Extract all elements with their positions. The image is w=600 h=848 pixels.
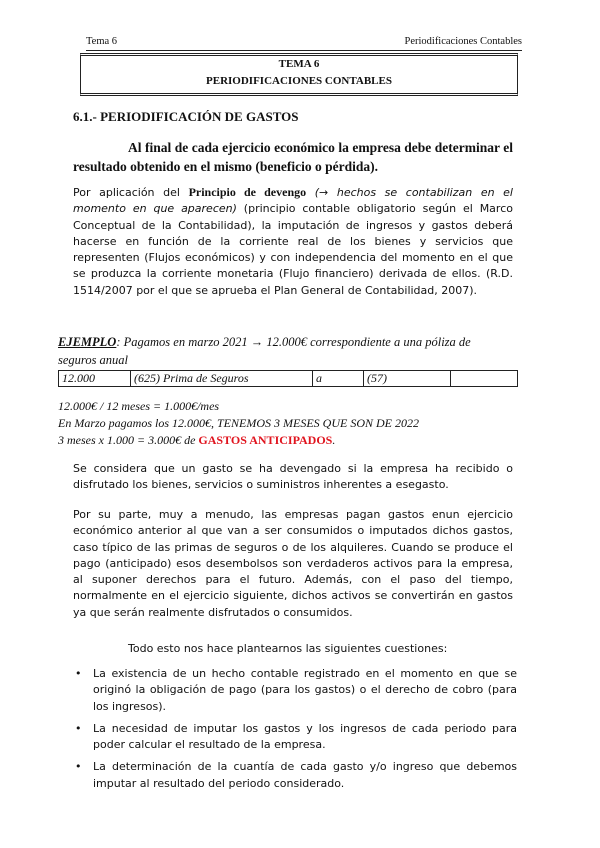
bullet-icon: • <box>75 667 82 680</box>
para1-bold: Principio de devengo <box>188 185 307 199</box>
journal-debit-amount: 12.000 <box>59 371 131 387</box>
para1-italic: (→ hechos se contabilizan en el momento en que aparecen) <box>73 186 513 216</box>
bullet-icon: • <box>75 760 82 774</box>
paragraph-pagos-anticipados: Por su parte, muy a menudo, las empresas pagan gastos enun ejercicio económico anterior al que van a ser consumidos o imputados dichos gastos, caso típico de las primas de seguros o de los alquileres. Cuando se produce el pago (anticipado) esos desembolsos son verdaderos activos para la empresa, al suponer derechos para el futuro. Además, con el paso del tiempo, normalmente en el ejercicio siguiente, dichos activos se convertirán en gastos ya que serán realmente disfrutados o consumidos. <box>73 508 513 619</box>
gastos-anticipados-highlight: GASTOS ANTICIPADOS <box>198 433 333 447</box>
title-box <box>80 53 518 96</box>
calc-line-3-post: . <box>332 433 336 447</box>
para1-pre: Por aplicación del <box>73 186 189 199</box>
journal-connector: a <box>313 371 364 387</box>
list-item <box>73 759 517 792</box>
paragraph-devengo <box>73 184 513 299</box>
section-heading: 6.1.- PERIODIFICACIÓN DE GASTOS <box>73 109 299 124</box>
header-left: Tema 6 <box>86 36 118 47</box>
list-item-text: La determinación de la cuantía de cada gasto y/o ingreso que debemos imputar al resultado del periodo considerado. <box>93 760 517 790</box>
para1-rest: (principio contable obligatorio según el Marco Conceptual de la Contabilidad), la imputación de ingresos y gastos deberá hacerse en función de la corriente real de los bienes y servicios que representen (Flujos económicos) y con independencia del momento en el que se produzca la corriente monetaria (Flujo financiero) derivada de ellos. (R.D. 1514/2007 por el que se aprueba el Plan General de Contabilidad, 2007). <box>73 202 513 297</box>
page-header <box>86 36 522 51</box>
list-item <box>73 666 517 715</box>
calc-line-3 <box>58 432 518 449</box>
journal-debit-account: (625) Prima de Seguros <box>131 371 313 387</box>
calc-line-3-pre: 3 meses x 1.000 = 3.000€ de <box>58 433 199 447</box>
journal-entry-table <box>58 370 518 387</box>
calc-line-2: En Marzo pagamos los 12.000€, TENEMOS 3 MESES QUE SON DE 2022 <box>58 416 419 430</box>
title-line-1: TEMA 6 <box>278 58 320 70</box>
example-text: : Pagamos en marzo 2021 → 12.000€ correspondiente a una póliza de seguros anual <box>58 335 471 367</box>
example-block <box>58 333 512 369</box>
journal-credit-account: (57) <box>364 371 451 387</box>
paragraph-devengado: Se considera que un gasto se ha devengado si la empresa ha recibido o disfrutado los bienes, servicios o suministros inherentes a esegasto. <box>73 462 513 492</box>
calculation-block <box>58 398 518 449</box>
list-item-text: La necesidad de imputar los gastos y los ingresos de cada periodo para poder calcular el resultado de la empresa. <box>93 721 517 752</box>
questions-list <box>73 666 517 798</box>
journal-credit-amount <box>451 371 518 387</box>
paragraph-cuestiones: Todo esto nos hace plantearnos las siguientes cuestiones: <box>128 642 448 655</box>
example-label: EJEMPLO <box>58 335 117 349</box>
list-item <box>73 721 517 754</box>
table-row <box>59 371 518 387</box>
intro-text: Al final de cada ejercicio económico la empresa debe determinar el resultado obtenido en el mismo (beneficio o pérdida). <box>73 140 513 174</box>
list-item-text: La existencia de un hecho contable registrado en el momento en que se originó la obligación de pago (para los gastos) o el derecho de cobro (para los ingresos). <box>93 667 517 713</box>
intro-paragraph <box>73 138 513 176</box>
calc-line-1: 12.000€ / 12 meses = 1.000€/mes <box>58 399 220 413</box>
header-right: Periodificaciones Contables <box>404 36 522 47</box>
title-line-2: PERIODIFICACIONES CONTABLES <box>206 75 392 87</box>
bullet-icon: • <box>75 721 82 735</box>
